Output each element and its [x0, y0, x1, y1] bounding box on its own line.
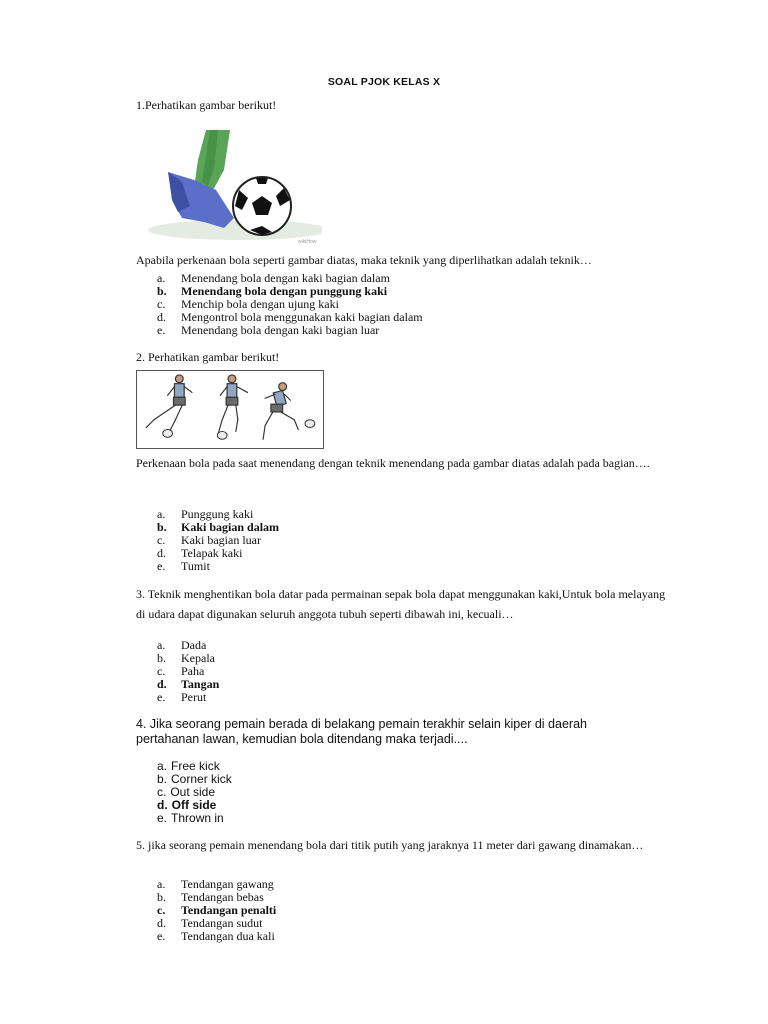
question-2-options: [157, 508, 279, 573]
question-5-prompt: 5. jika seorang pemain menendang bola dari titik putih yang jaraknya 11 meter dari gawang dinamakan…: [136, 838, 644, 852]
option-3c[interactable]: c. Paha: [157, 664, 205, 678]
option-2c[interactable]: c. Kaki bagian luar: [157, 533, 261, 547]
question-4-prompt: 4. Jika seorang pemain berada di belakang pemain terakhir selain kiper di daerah pertahanan lawan, kemudian bola ditendang maka terjadi....: [136, 717, 587, 746]
question-4-options: [157, 760, 232, 825]
question-3-options: [157, 639, 219, 704]
option-4a[interactable]: a. Free kick: [157, 759, 220, 773]
question-1-prompt: Apabila perkenaan bola seperti gambar diatas, maka teknik yang diperlihatkan adalah teknik…: [136, 253, 592, 267]
option-4c[interactable]: c. Out side: [157, 785, 216, 799]
option-2a[interactable]: a. Punggung kaki: [157, 507, 254, 521]
option-4e[interactable]: e. Thrown in: [157, 811, 224, 825]
option-5e[interactable]: e. Tendangan dua kali: [157, 929, 275, 943]
option-3e[interactable]: e. Perut: [157, 690, 207, 704]
option-2b[interactable]: b. Kaki bagian dalam: [157, 520, 280, 534]
option-1d[interactable]: d. Mengontrol bola menggunakan kaki bagian dalam: [157, 310, 423, 324]
question-1-options: [157, 272, 423, 337]
svg-text:wikiHow: wikiHow: [298, 239, 317, 245]
option-3a[interactable]: a. Dada: [157, 638, 207, 652]
option-3d[interactable]: d. Tangan: [157, 677, 220, 691]
option-1b[interactable]: b. Menendang bola dengan punggung kaki: [157, 284, 388, 298]
option-3b[interactable]: b. Kepala: [157, 651, 215, 665]
option-2d[interactable]: d. Telapak kaki: [157, 546, 243, 560]
option-5d[interactable]: d. Tendangan sudut: [157, 916, 263, 930]
question-1-intro: 1.Perhatikan gambar berikut!: [136, 98, 277, 112]
option-1a[interactable]: a. Menendang bola dengan kaki bagian dalam: [157, 271, 390, 285]
question-5-options: [157, 878, 276, 943]
option-4b[interactable]: b. Corner kick: [157, 772, 232, 786]
kicking-sequence-image: [136, 370, 324, 449]
foot-kicking-ball-image: [138, 130, 322, 246]
option-4d[interactable]: d. Off side: [157, 798, 217, 812]
option-1e[interactable]: e. Menendang bola dengan kaki bagian luar: [157, 323, 380, 337]
page-title: SOAL PJOK KELAS X: [327, 76, 441, 88]
option-5a[interactable]: a. Tendangan gawang: [157, 877, 274, 891]
option-2e[interactable]: e. Tumit: [157, 559, 210, 573]
option-1c[interactable]: c. Menchip bola dengan ujung kaki: [157, 297, 339, 311]
question-2-intro: 2. Perhatikan gambar berikut!: [136, 350, 280, 364]
question-2-prompt: Perkenaan bola pada saat menendang dengan teknik menendang pada gambar diatas adalah pada bagian….: [136, 456, 650, 470]
option-5c[interactable]: c. Tendangan penalti: [157, 903, 277, 917]
option-5b[interactable]: b. Tendangan bebas: [157, 890, 264, 904]
question-3-prompt: 3. Teknik menghentikan bola datar pada permainan sepak bola dapat menggunakan kaki,Untuk bola melayang di udara dapat digunakan seluruh anggota tubuh seperti dibawah ini, kecuali…: [136, 587, 666, 621]
